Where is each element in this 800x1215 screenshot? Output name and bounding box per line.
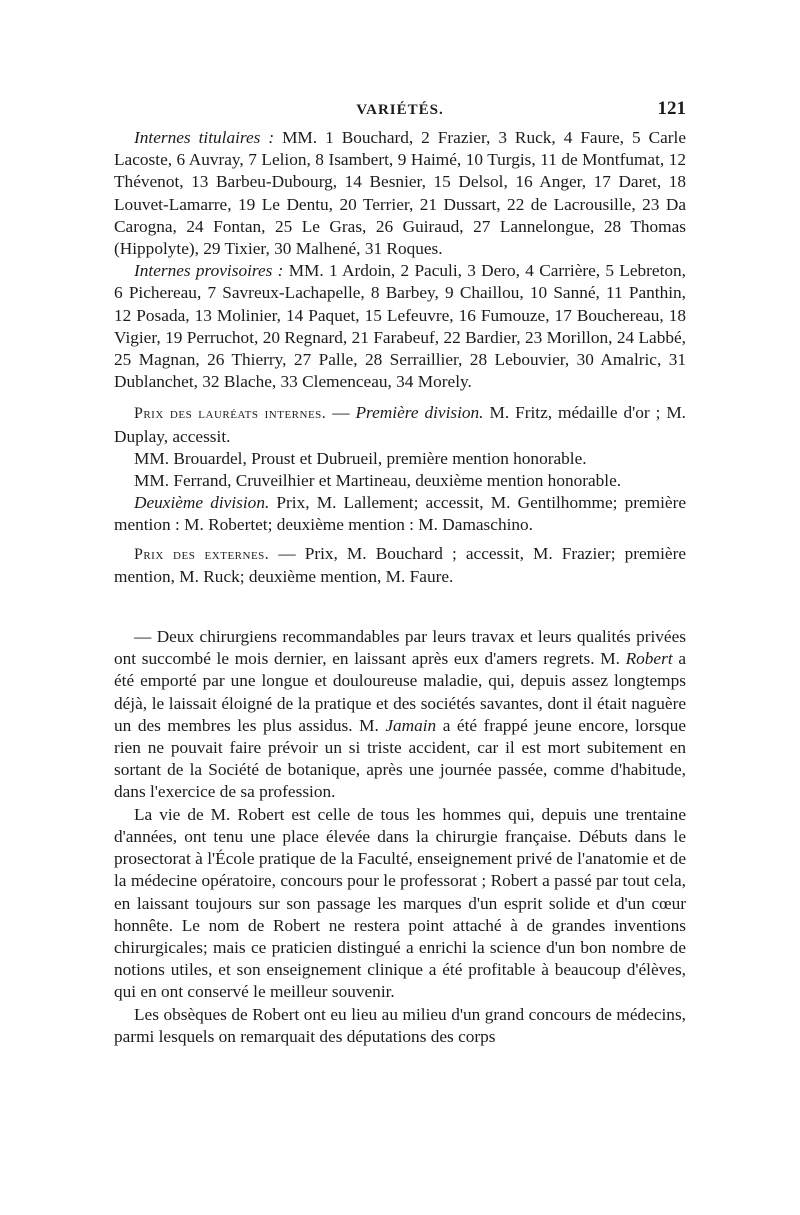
paragraph-deuxieme-division xyxy=(114,492,686,536)
paragraph-obseques: Les obsèques de Robert ont eu lieu au milieu d'un grand concours de médecins, parmi lesquels on remarquait des députations des corps xyxy=(114,1004,686,1046)
page-header-title: VARIÉTÉS. xyxy=(356,102,444,118)
text-premiere-division: M. Fritz, médaille d'or ; M. Duplay, accessit. xyxy=(114,403,687,446)
label-internes-provisoires: Internes provisoires : xyxy=(134,261,284,281)
paragraph-mention-2: MM. Ferrand, Cruveilhier et Martineau, deuxième mention honorable. xyxy=(134,471,622,491)
obituary-text-a: — Deux chirurgiens recommandables par leurs travax et leurs qualités privées ont succombé le mois dernier, en laissant après eux d'amers regrets. M. xyxy=(114,627,686,669)
paragraph-robert-life: La vie de M. Robert est celle de tous les hommes qui, depuis une trentaine d'années, ont tenu une place élevée dans la chirurgie française. Débuts dans le prosectorat à l'École pratique de la Faculté, enseignement privé de l'anatomie et de la médecine opératoire, concours pour le professorat ; Robert a passé par tout cela, en laissant toujours sur son passage les marques d'un esprit solide et d'un cœur honnête. Le nom de Robert ne restera point attaché à de grandes inventions chirurgicales; mais ce praticien distingué a enrichi la science d'un bon nombre de notions utiles, et son enseignement clinique a été profitable à beaucoup d'élèves, qui en ont conservé le meilleur souvenir. xyxy=(114,804,686,1002)
obituary-text-c: a été frappé jeune encore, lorsque rien ne pouvait faire prévoir un si triste accident, car il est mort subitement en sortant de la Société de botanique, après une journée passée, comme d'habitude, dans l'exercice de sa profession. xyxy=(114,715,687,802)
text-deuxieme-division: Prix, M. Lallement; accessit, M. Gentilhomme; première mention : M. Robertet; deuxième mention : M. Damaschino. xyxy=(114,493,686,535)
list-internes-titulaires: MM. 1 Bouchard, 2 Frazier, 3 Ruck, 4 Faure, 5 Carle Lacoste, 6 Auvray, 7 Lelion, 8 Isambert, 9 Haimé, 10 Turgis, 11 de Montfumat, 12 Thévenot, 13 Barbeu-Dubourg, 14 Besnier, 15 Delsol, 16 Anger, 17 Daret, 18 Louvet-Lamarre, 19 Le Dentu, 20 Terrier, 21 Dussart, 22 de Lacrousille, 23 Da Carogna, 24 Fontan, 25 Le Gras, 26 Guiraud, 27 Lannelongue, 28 Thomas (Hippolyte), 29 Tixier, 30 Malhené, 31 Roques. xyxy=(114,128,686,259)
label-internes-titulaires: Internes titulaires : xyxy=(134,128,275,147)
paragraph-prix-externes xyxy=(114,543,686,588)
name-jamain: Jamain xyxy=(385,715,437,735)
heading-prix-internes: Prix des lauréats internes. xyxy=(134,405,327,423)
obituary-text-b: a été emporté par une longue et douloureuse maladie, qui, depuis assez longtemps déjà, le laissait éloigné de la pratique et des sociétés savantes, dont il était naguère un des membres les plus assidus. M. xyxy=(114,649,686,735)
list-internes-provisoires: MM. 1 Ardoin, 2 Paculi, 3 Dero, 4 Carrière, 5 Lebreton, 6 Pichereau, 7 Savreux-Lachapelle, 8 Barbey, 9 Chaillou, 10 Sanné, 11 Panthin, 12 Posada, 13 Molinier, 14 Paquet, 15 Lefeuvre, 16 Fumouze, 17 Bouchereau, 18 Vigier, 19 Perruchot, 20 Regnard, 21 Farabeuf, 22 Bardier, 23 Morillon, 24 Labbé, 25 Magnan, 26 Thierry, 27 Palle, 28 Serraillier, 28 Lebouvier, 30 Amalric, 31 Dublanchet, 32 Blache, 33 Clemenceau, 34 Morely. xyxy=(114,261,686,392)
paragraph-mention-1: MM. Brouardel, Proust et Dubrueil, première mention honorable. xyxy=(134,448,587,468)
paragraph-internes-provisoires xyxy=(114,260,686,393)
page-number: 121 xyxy=(657,98,686,119)
label-premiere-division: Première division. xyxy=(355,403,484,423)
text-prix-externes: — Prix, M. Bouchard ; accessit, M. Frazier; première mention, M. Ruck; deuxième mention, M. Faure. xyxy=(114,543,686,586)
label-deuxieme-division: Deuxième division. xyxy=(134,493,270,513)
paragraph-obituary-intro xyxy=(114,626,686,804)
heading-prix-externes: Prix des externes. xyxy=(134,545,270,563)
name-robert: Robert xyxy=(625,649,673,669)
paragraph-internes-titulaires xyxy=(114,127,686,260)
paragraph-prix-internes: Prix des lauréats internes. — Première division. M. Fritz, médaille d'or ; M. Duplay, accessit. xyxy=(114,403,687,446)
running-head xyxy=(114,80,686,120)
body-text xyxy=(114,127,686,1048)
